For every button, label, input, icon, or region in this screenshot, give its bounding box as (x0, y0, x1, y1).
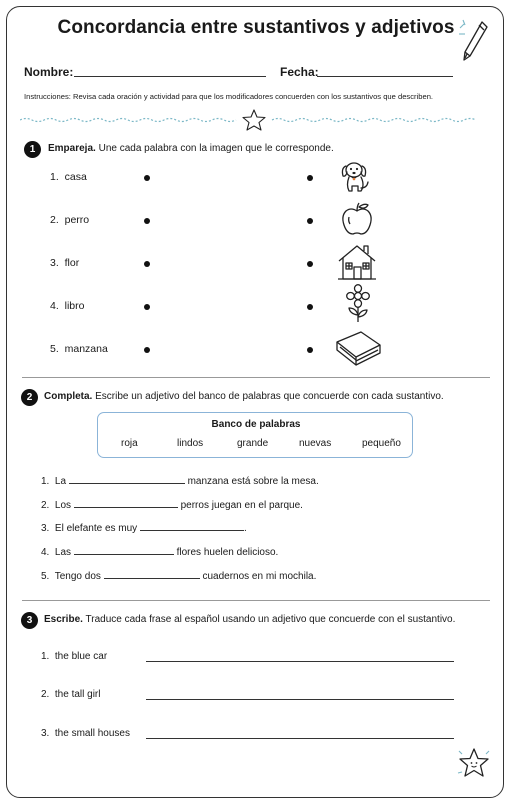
match-dot-left[interactable] (144, 175, 150, 181)
match-dot-left[interactable] (144, 347, 150, 353)
translate-item: 3. the small houses (41, 728, 130, 739)
fill-sentence: 2. Los perros juegan en el parque. (41, 500, 303, 511)
section-3-number: 3 (21, 612, 38, 629)
fill-sentence: 1. La manzana está sobre la mesa. (41, 476, 319, 487)
name-label: Nombre: (24, 65, 74, 79)
match-dot-left[interactable] (144, 261, 150, 267)
answer-line[interactable] (146, 738, 454, 739)
section-1-heading: Empareja. Une cada palabra con la imagen que le corresponde. (48, 143, 334, 154)
fill-sentence: 3. El elefante es muy . (41, 523, 247, 534)
match-dot-right[interactable] (307, 304, 313, 310)
section-3-heading: Escribe. Traduce cada frase al español usando un adjetivo que concuerde con el sustantivo. (44, 614, 456, 625)
section-1-number: 1 (24, 141, 41, 158)
blank-field[interactable] (74, 545, 174, 555)
match-item: 2. perro (50, 214, 90, 226)
blank-field[interactable] (140, 521, 244, 531)
flower-icon (340, 284, 376, 324)
date-field[interactable] (317, 76, 453, 77)
book-icon (334, 328, 382, 368)
name-field[interactable] (74, 76, 266, 77)
smiling-star-icon (456, 745, 492, 783)
translate-item: 1. the blue car (41, 651, 108, 662)
word-bank-word: lindos (177, 438, 204, 449)
apple-icon (340, 201, 374, 237)
match-dot-left[interactable] (144, 218, 150, 224)
page-title: Concordancia entre sustantivos y adjetivos (57, 17, 455, 38)
house-icon (336, 242, 378, 282)
section-2-heading: Completa. Escribe un adjetivo del banco de palabras que concuerde con cada sustantivo. (44, 391, 444, 402)
section-divider (22, 377, 490, 378)
star-icon (243, 110, 265, 130)
instructions-text: Instrucciones: Revisa cada oración y actividad para que los modificadores concuerden con los sustantivos que describen. (24, 92, 434, 101)
word-bank-word: nuevas (299, 438, 332, 449)
blank-field[interactable] (69, 474, 185, 484)
match-dot-right[interactable] (307, 175, 313, 181)
match-dot-right[interactable] (307, 218, 313, 224)
section-2-number: 2 (21, 389, 38, 406)
match-dot-right[interactable] (307, 261, 313, 267)
fill-sentence: 4. Las flores huelen delicioso. (41, 547, 279, 558)
match-item: 3. flor (50, 257, 80, 269)
word-bank-title: Banco de palabras (211, 419, 301, 430)
match-item: 4. libro (50, 300, 85, 312)
section-divider (22, 600, 490, 601)
match-item: 1. casa (50, 171, 87, 183)
word-bank-word: roja (121, 438, 138, 449)
match-dot-right[interactable] (307, 347, 313, 353)
word-bank-word: grande (237, 438, 269, 449)
blank-field[interactable] (104, 569, 200, 579)
dog-icon (336, 158, 376, 198)
wavy-divider (20, 108, 488, 132)
word-bank (97, 412, 413, 458)
answer-line[interactable] (146, 699, 454, 700)
word-bank-word: pequeño (362, 438, 401, 449)
fill-sentence: 5. Tengo dos cuadernos en mi mochila. (41, 571, 317, 582)
match-dot-left[interactable] (144, 304, 150, 310)
date-label: Fecha: (280, 65, 319, 79)
answer-line[interactable] (146, 661, 454, 662)
translate-item: 2. the tall girl (41, 689, 101, 700)
blank-field[interactable] (74, 498, 178, 508)
pencil-icon (456, 16, 490, 64)
match-item: 5. manzana (50, 343, 108, 355)
